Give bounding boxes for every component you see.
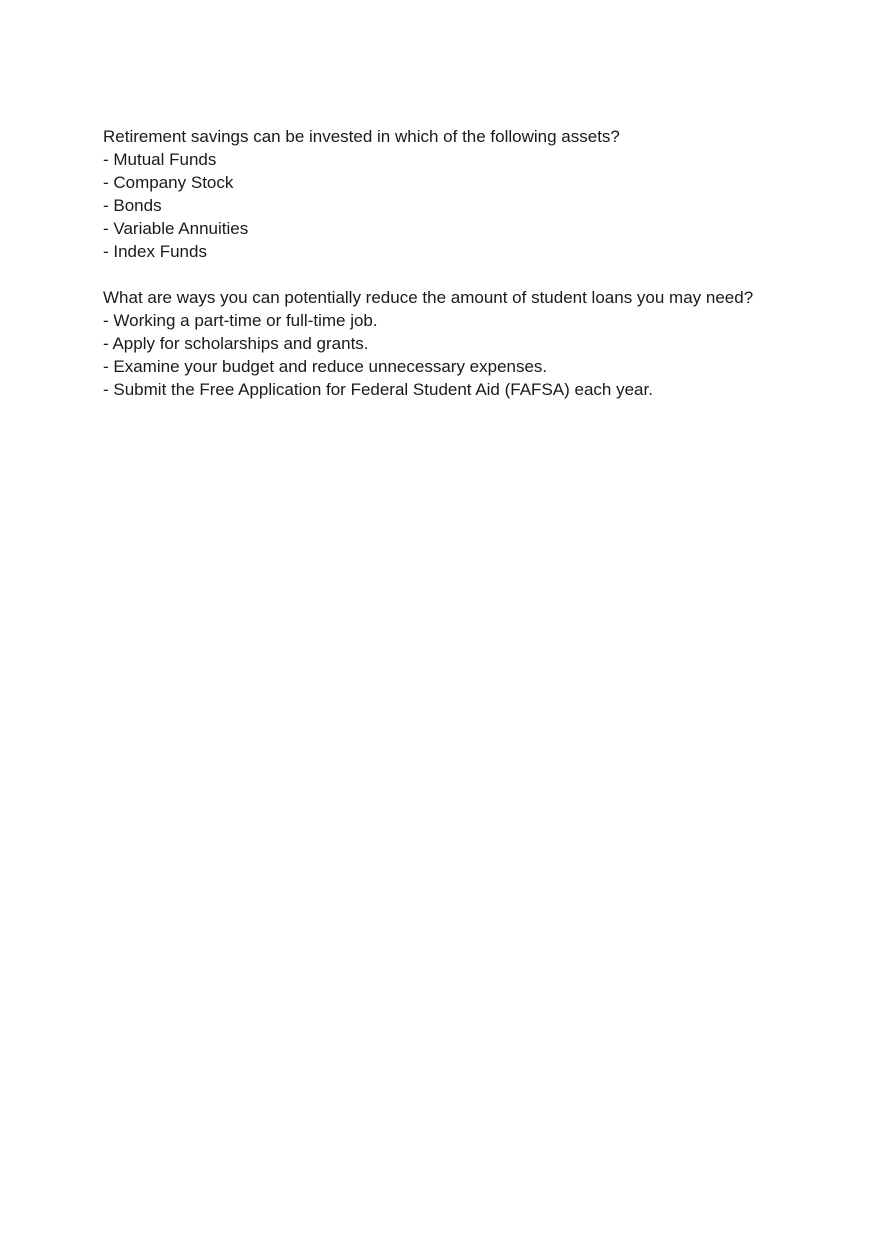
question-heading: What are ways you can potentially reduce the amount of student loans you may need? (103, 288, 754, 307)
list-item: - Company Stock (103, 173, 234, 192)
question-heading: Retirement savings can be invested in which of the following assets? (103, 127, 620, 146)
student-loans-section (103, 286, 753, 401)
list-item: - Examine your budget and reduce unnecessary expenses. (103, 357, 548, 376)
list-item: - Apply for scholarships and grants. (103, 334, 369, 353)
list-item: - Variable Annuities (103, 219, 249, 238)
list-item: - Working a part-time or full-time job. (103, 311, 378, 330)
list-item: - Mutual Funds (103, 150, 217, 169)
list-item: - Submit the Free Application for Federal Student Aid (FAFSA) each year. (103, 380, 653, 399)
list-item: - Index Funds (103, 242, 207, 261)
retirement-section (103, 125, 753, 263)
document-page (103, 125, 753, 424)
list-item: - Bonds (103, 196, 162, 215)
